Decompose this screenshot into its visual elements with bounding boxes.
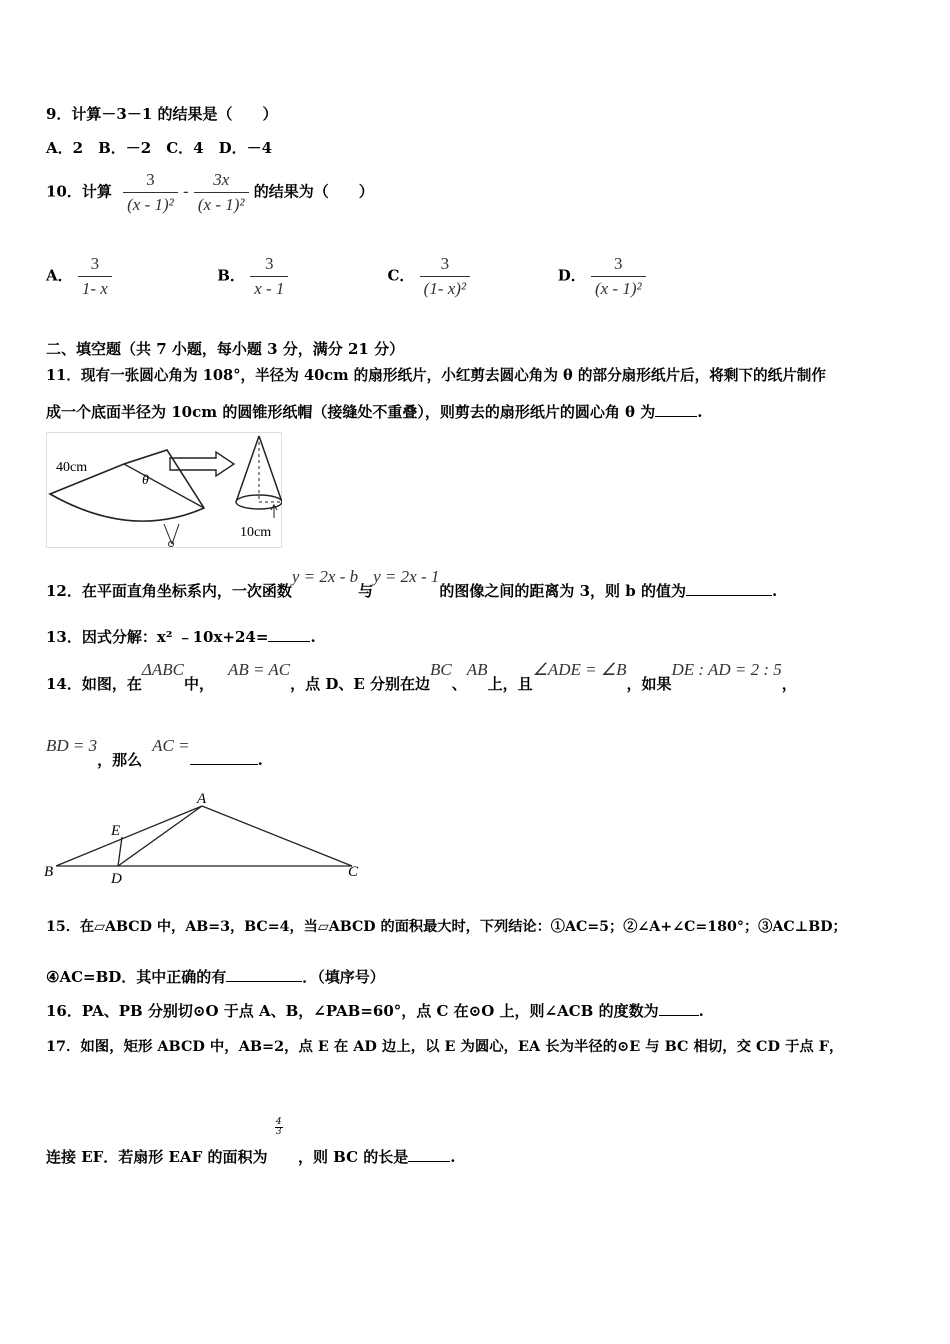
q14-label-a: A [197, 791, 207, 807]
section-heading: 二、填空题（共 7 小题，每小题 3 分，满分 21 分） [46, 340, 405, 358]
q11-line2-text: 成一个底面半径为 10cm 的圆锥形纸帽（接缝处不重叠），则剪去的扇形纸片的圆心角 θ 为 [46, 403, 656, 421]
q10-option-b [217, 254, 382, 299]
q10-option-b-frac [250, 254, 288, 299]
q14-p4: 、 [451, 675, 467, 693]
q10-option-a-label: A． [46, 266, 73, 285]
q10-f2-num: 3x [213, 170, 230, 189]
q10-fraction-1 [123, 170, 178, 215]
q10-option-a [46, 254, 212, 299]
q16-text: 16．PA、PB 分别切⊙O 于点 A、B，∠PAB=60°，点 C 在⊙O 上，则∠ACB 的度数为 [46, 1002, 659, 1020]
q16-answer-blank[interactable] [659, 1001, 699, 1016]
q14-p8: ，那么 [97, 751, 143, 769]
q10-minus: - [182, 181, 189, 201]
q14-p3: ，点 D、E 分别在边 [290, 675, 431, 693]
q10-a-num: 3 [90, 254, 100, 273]
q17-frac-den: 3 [275, 1127, 282, 1137]
q10-fraction-2 [194, 170, 249, 215]
q17-line2b: ，则 BC 的长是 [297, 1148, 409, 1166]
q17-line2a: 连接 EF．若扇形 EAF 的面积为 [46, 1148, 268, 1166]
q12-stem: 12．在平面直角坐标系内，一次函数y = 2x - b与y = 2x - 1的图像之间的距离为 3，则 b 的值为 . [46, 567, 778, 600]
q12-eq2: y = 2x - 1 [373, 567, 440, 586]
q17-area-value [273, 1117, 293, 1162]
q11-line1: 11．现有一张圆心角为 108°，半径为 40cm 的扇形纸片，小红剪去圆心角为 θ 的部分扇形纸片后，将剩下的纸片制作 [46, 367, 826, 384]
q10-a-den: 1- x [78, 276, 112, 299]
q11-line2: 成一个底面半径为 10cm 的圆锥形纸帽（接缝处不重叠），则剪去的扇形纸片的圆心角 θ 为 . [46, 403, 703, 421]
q17-line2: 连接 EF．若扇形 EAF 的面积为 $\frac{4}{3}$ ，则 BC 的长是 . [46, 1117, 456, 1166]
q14-label-c: C [348, 864, 359, 880]
q10-f2-den: (x - 1)² [194, 192, 249, 215]
q17-frac-num: 4 [275, 1117, 282, 1127]
q14-p1: 14．如图，在 [46, 675, 142, 693]
q9-stem: 9．计算－3－1 的结果是（ ） [46, 105, 278, 123]
q12-suffix: 的图像之间的距离为 3，则 b 的值为 [439, 582, 686, 600]
q14-ac-eq: AC = [152, 736, 190, 755]
q15-line2b: ．（填序号） [302, 968, 385, 986]
q10-c-num: 3 [440, 254, 450, 273]
q14-label-b: B [44, 864, 54, 880]
q10-option-d [558, 254, 646, 299]
q14-ratio: DE : AD = 2 : 5 [671, 660, 782, 679]
q11-answer-blank[interactable] [655, 402, 697, 417]
q10-option-d-label: D． [557, 266, 586, 285]
q14-line1 [46, 660, 797, 694]
q10-b-num: 3 [265, 254, 274, 273]
q10-option-d-frac [591, 254, 646, 299]
q10-option-c-label: C． [387, 266, 415, 285]
q15-line1: 15．在▱ABCD 中，AB=3，BC=4，当▱ABCD 的面积最大时，下列结论：①AC=5；②∠A+∠C=180°；③AC⊥BD； [46, 919, 847, 935]
q12-answer-blank[interactable] [686, 581, 772, 596]
q14-ab-eq-ac: AB = AC [227, 660, 291, 679]
q14-side-ac [202, 806, 352, 866]
q14-label-e: E [111, 823, 121, 839]
q10-suffix: 的结果为（ ） [253, 182, 374, 201]
q10-f1-num: 3 [146, 170, 155, 189]
q14-p7: ， [781, 675, 797, 693]
q14-segment-de [118, 837, 122, 866]
q14-ab: AB [466, 660, 488, 679]
q11-base-label: 10cm [240, 525, 272, 540]
q13-stem: 13．因式分解：x² ﹣10x+24= . [46, 628, 316, 646]
q9-options: A．2 B．－2 C．4 D．－4 [46, 139, 273, 157]
q15-line2a: ④AC=BD．其中正确的有 [46, 968, 227, 986]
q10-stem [46, 170, 374, 215]
q14-p5: 上，且 [487, 675, 533, 693]
q14-label-d: D [111, 871, 122, 887]
q10-option-a-frac [78, 254, 112, 299]
q16-stem: 16．PA、PB 分别切⊙O 于点 A、B，∠PAB=60°，点 C 在⊙O 上，则∠ACB 的度数为 . [46, 1002, 704, 1020]
q10-d-den: (x - 1)² [591, 276, 646, 299]
q10-b-den: x - 1 [250, 276, 288, 299]
q11-radius-label: 40cm [56, 460, 88, 475]
q17-line1: 17．如图，矩形 ABCD 中，AB=2，点 E 在 AD 边上，以 E 为圆心，EA 长为半径的⊙E 与 BC 相切，交 CD 于点 F， [46, 1038, 844, 1055]
q12-mid: 与 [358, 582, 374, 600]
q12-eq1: y = 2x - b [291, 567, 359, 586]
q14-bd: BD = 3 [46, 736, 98, 755]
q14-figure [40, 788, 370, 888]
q11-figure [46, 432, 282, 548]
q14-angle-eq: ∠ADE = ∠B [532, 660, 627, 679]
q14-line2: BD = 3，那么AC =. [46, 736, 263, 769]
q13-text: 13．因式分解：x² ﹣10x+24= [46, 628, 269, 646]
q10-option-c [387, 254, 552, 299]
q14-p2: 中， [183, 675, 214, 693]
q10-prefix: 10．计算 [46, 182, 112, 201]
q14-answer-blank[interactable] [190, 750, 258, 765]
q14-bc: BC [430, 660, 452, 679]
q14-side-ab [56, 806, 202, 866]
q12-prefix: 12．在平面直角坐标系内，一次函数 [46, 582, 292, 600]
q17-answer-blank[interactable] [408, 1147, 450, 1162]
q15-answer-blank[interactable] [226, 967, 302, 982]
q10-d-num: 3 [614, 254, 623, 273]
q14-p6: ，如果 [626, 675, 672, 693]
q10-options [46, 254, 646, 299]
q14-triangle: ΔABC [141, 660, 184, 679]
q10-option-b-label: B． [217, 266, 245, 285]
q10-c-den: (1- x)² [420, 276, 470, 299]
q15-line2 [46, 966, 385, 987]
q10-f1-den: (x - 1)² [123, 192, 178, 215]
q11-theta-label: θ [142, 473, 149, 488]
q13-answer-blank[interactable] [268, 627, 310, 642]
q17-frac [275, 1118, 283, 1137]
q10-option-c-frac [420, 254, 470, 299]
